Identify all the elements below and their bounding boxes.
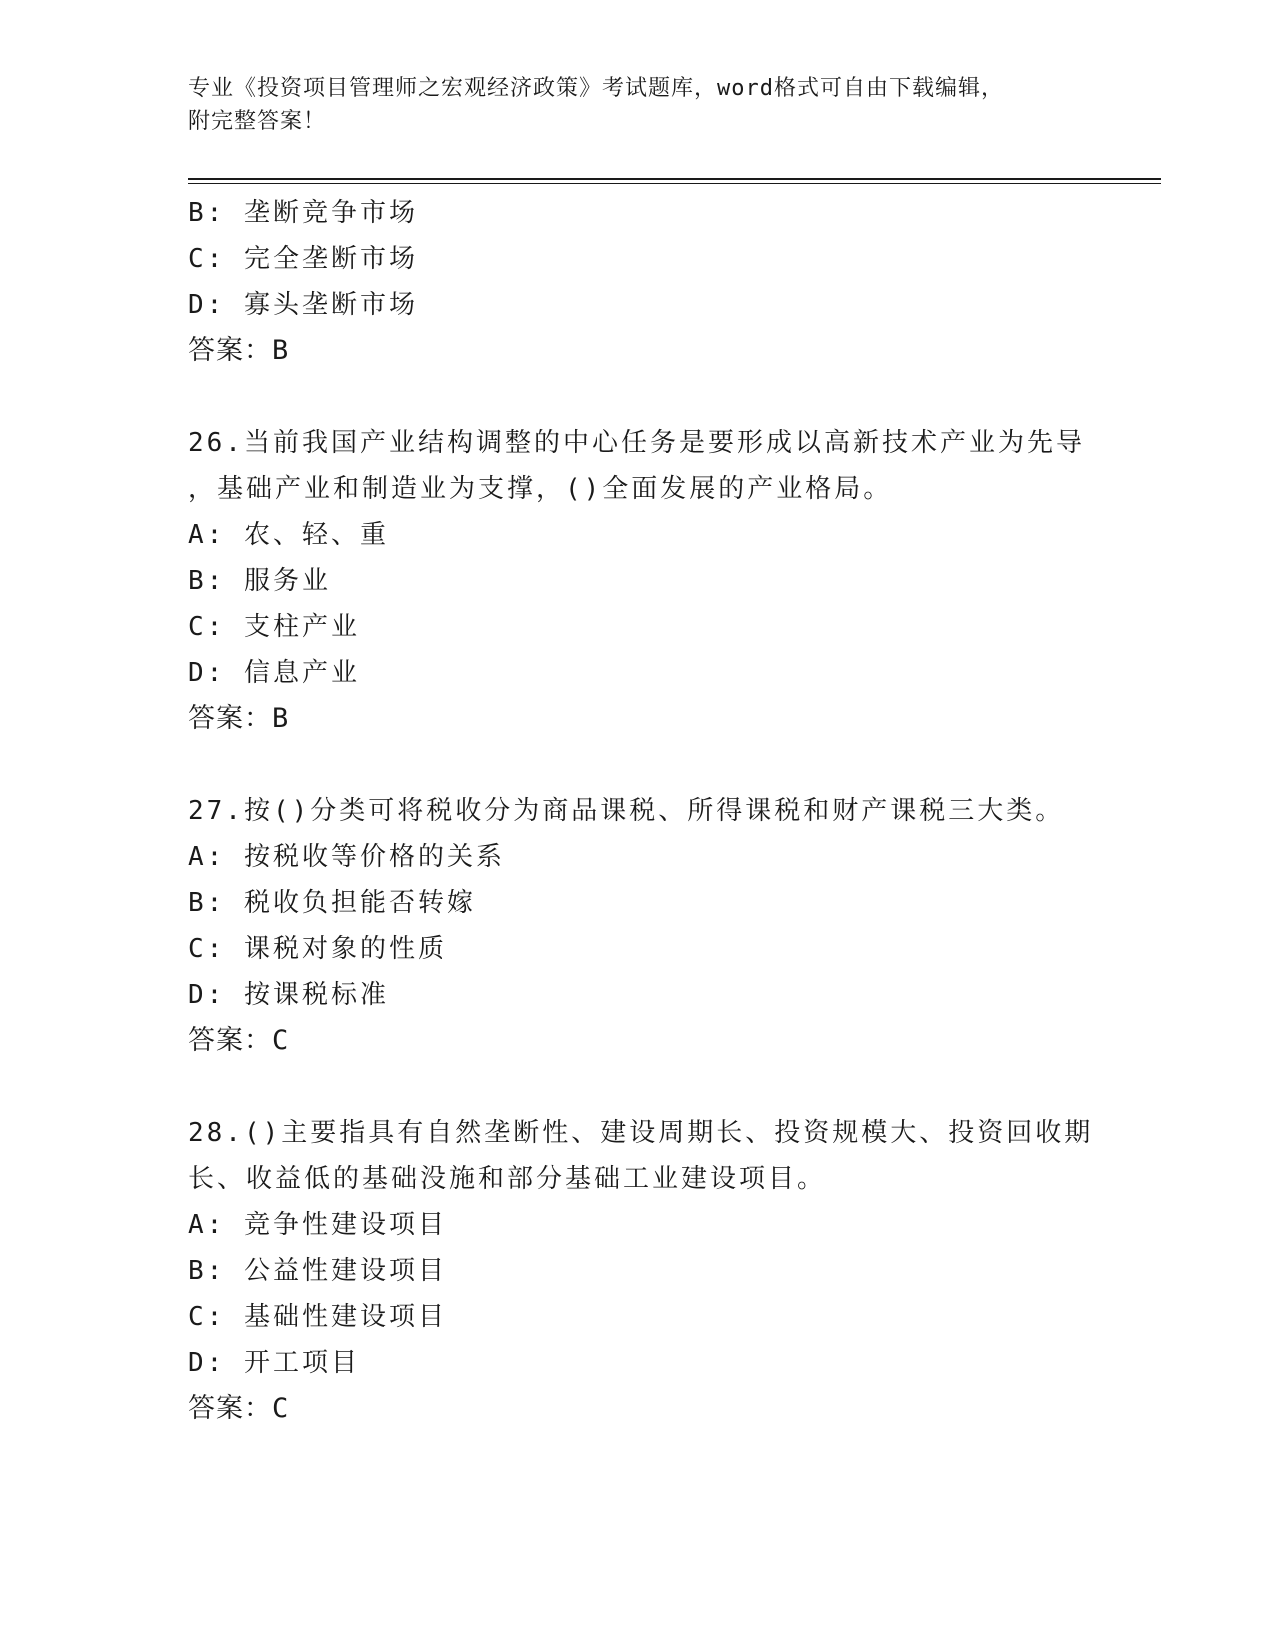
option-a: A: 按税收等价格的关系 bbox=[188, 842, 505, 872]
page-header bbox=[188, 72, 1088, 138]
option-c: C: 支柱产业 bbox=[188, 612, 360, 642]
answer-value: C bbox=[272, 1025, 290, 1056]
option-b: B: 服务业 bbox=[188, 566, 331, 596]
option-a: A: 竞争性建设项目 bbox=[188, 1210, 447, 1240]
option-d: D: 开工项目 bbox=[188, 1348, 360, 1378]
option-c: C: 完全垄断市场 bbox=[188, 244, 418, 274]
option-d: D: 寡头垄断市场 bbox=[188, 290, 418, 320]
question-fragment bbox=[188, 190, 1088, 374]
option-d: D: 按课税标准 bbox=[188, 980, 389, 1010]
answer-line bbox=[188, 696, 1088, 742]
option-b: B: 税收负担能否转嫁 bbox=[188, 888, 476, 918]
answer-label: 答案： bbox=[188, 335, 272, 366]
header-line-1: 专业《投资项目管理师之宏观经济政策》考试题库，word格式可自由下载编辑， bbox=[188, 76, 1004, 101]
answer-value: B bbox=[272, 335, 290, 366]
option-b: B: 公益性建设项目 bbox=[188, 1256, 447, 1286]
header-divider bbox=[188, 178, 1161, 184]
answer-label: 答案： bbox=[188, 1393, 272, 1424]
question-stem: 28.()主要指具有自然垄断性、建设周期长、投资规模大、投资回收期 bbox=[188, 1118, 1094, 1148]
option-b: B: 垄断竞争市场 bbox=[188, 198, 418, 228]
answer-value: B bbox=[272, 703, 290, 734]
spacer bbox=[188, 374, 1088, 420]
header-line-2: 附完整答案！ bbox=[188, 109, 327, 134]
question-28 bbox=[188, 1110, 1094, 1432]
answer-label: 答案： bbox=[188, 1025, 272, 1056]
spacer bbox=[188, 1064, 1088, 1110]
spacer bbox=[188, 742, 1088, 788]
question-27 bbox=[188, 788, 1088, 1064]
option-c: C: 基础性建设项目 bbox=[188, 1302, 447, 1332]
answer-label: 答案： bbox=[188, 703, 272, 734]
question-26 bbox=[188, 420, 1088, 742]
question-content bbox=[188, 190, 1094, 1432]
question-stem: 长、收益低的基础没施和部分基础工业建设项目。 bbox=[188, 1164, 827, 1194]
question-stem: 26.当前我国产业结构调整的中心任务是要形成以高新技术产业为先导 bbox=[188, 428, 1085, 458]
option-c: C: 课税对象的性质 bbox=[188, 934, 447, 964]
answer-line bbox=[188, 328, 1088, 374]
question-stem: 27.按()分类可将税收分为商品课税、所得课税和财产课税三大类。 bbox=[188, 796, 1065, 826]
option-a: A: 农、轻、重 bbox=[188, 520, 389, 550]
answer-value: C bbox=[272, 1393, 290, 1424]
option-d: D: 信息产业 bbox=[188, 658, 360, 688]
answer-line bbox=[188, 1018, 1088, 1064]
answer-line bbox=[188, 1386, 1088, 1432]
question-stem: ，基础产业和制造业为支撑，()全面发展的产业格局。 bbox=[188, 474, 893, 504]
